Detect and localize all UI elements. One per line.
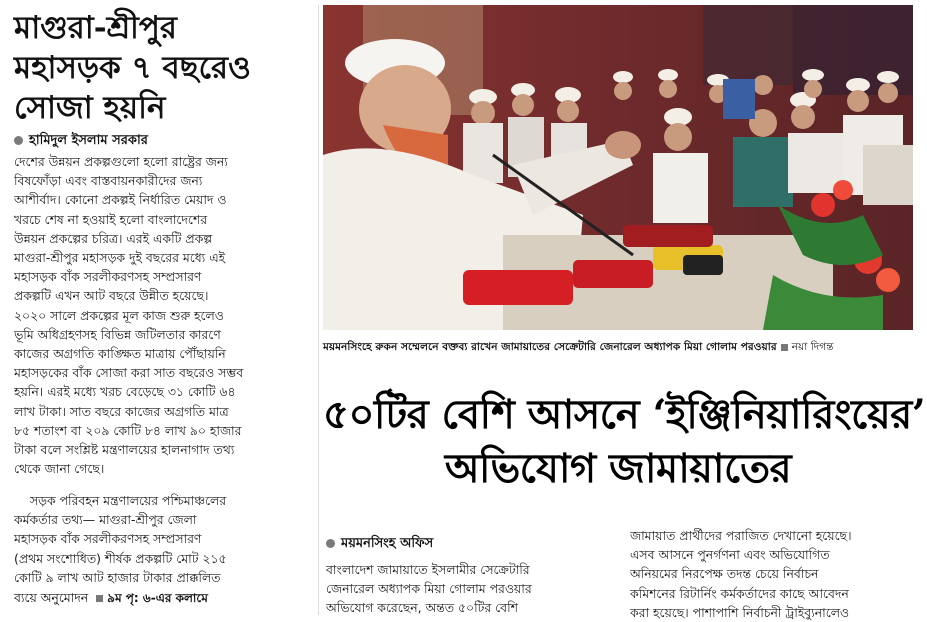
- left-article-body-2: [14, 491, 314, 587]
- news-photo: [323, 5, 913, 330]
- byline-name: হামিদুল ইসলাম সরকার: [29, 133, 148, 148]
- body-line: জেনারেল অধ্যাপক মিয়া গোলাম পরওয়ার: [326, 581, 532, 597]
- headline-line: ৫০টির বেশি আসনে ‘ইঞ্জিনিয়ারিংয়ের’: [323, 391, 926, 438]
- body-line: খরচে শেষ না হওয়াই হলো বাংলাদেশের: [14, 211, 208, 227]
- body-line: লাখ টাকা। সাত বছরে কাজের অগ্রগতি মাত্র: [14, 403, 229, 419]
- body-line: ভূমি অধিগ্রহণসহ বিভিন্ন জটিলতার কারণে: [14, 326, 221, 342]
- body-line: মহাসড়কের বাঁক সোজা করা সাত বছরেও সম্ভব: [14, 365, 244, 381]
- bullet-icon: [326, 539, 335, 548]
- body-line: সড়ক পরিবহন মন্ত্রণালয়ের পশ্চিমাঞ্চলের: [30, 493, 227, 508]
- body-line: প্রকল্পটি এখন আট বছরে উন্নীত হয়েছে।: [14, 288, 209, 304]
- body-line: ৮৫ শতাংশ বা ২০৯ কোটি ৮৪ লাখ ৯০ হাজার: [14, 422, 242, 438]
- headline-line: অভিযোগ জামায়াতের: [444, 445, 792, 492]
- body-line: কমিশনের রিটার্নিং কর্মকর্তাদের কাছে আবেদন: [630, 585, 849, 601]
- body-line: কাজের অগ্রগতি কাঙ্ক্ষিত মাত্রায় পৌঁছায়নি: [14, 346, 226, 362]
- body-line: বিষফোঁড়া এবং বাস্তবায়নকারীদের জন্য: [14, 173, 203, 189]
- headline-line: মাগুরা-শ্রীপুর: [14, 10, 177, 46]
- body-line: দেশের উন্নয়ন প্রকল্পগুলো হলো রাষ্ট্রের জন্য: [14, 154, 228, 169]
- body-line: জামায়াত প্রার্থীদের পরাজিত দেখানো হয়েছে।: [630, 528, 852, 543]
- body-line: থেকে জানা গেছে।: [14, 461, 105, 477]
- body-line: মহাসড়ক বাঁক সরলীকরণসহ সম্প্রসারণ: [14, 531, 202, 547]
- main-article-body-col2: [630, 526, 914, 622]
- body-line: কর্মকর্তার তথ্য— মাগুরা-শ্রীপুর জেলা: [14, 512, 197, 528]
- main-article-headline: [323, 388, 926, 496]
- rally-photo-illustration: [323, 5, 913, 330]
- square-bullet-icon: [781, 344, 788, 351]
- body-line: ব্যয়ে অনুমোদন: [14, 590, 89, 605]
- square-bullet-icon: [96, 595, 103, 602]
- main-article-byline: [326, 534, 433, 555]
- main-article-body-col1: [326, 560, 620, 618]
- body-line: মহাসড়ক বাঁক সরলীকরণসহ সম্প্রসারণ: [14, 269, 202, 285]
- byline-office: ময়মনসিংহ অফিস: [341, 536, 434, 551]
- continued-reference-line: [14, 588, 314, 608]
- body-line: আশীর্বাদ। কোনো প্রকল্পই নির্ধারিত মেয়াদ ও: [14, 192, 227, 208]
- body-line: টাকা বলে সংশ্লিষ্ট মন্ত্রণালয়ের হালনাগাদ তথ্য: [14, 442, 235, 458]
- headline-line: সোজা হয়নি: [14, 90, 166, 126]
- left-article-byline: [14, 131, 148, 152]
- body-line: বাংলাদেশ জামায়াতে ইসলামীর সেক্রেটারি: [326, 562, 530, 577]
- body-line: ২০২০ সালে প্রকল্পের মূল কাজ শুরু হলেও: [14, 307, 224, 323]
- photo-source: নয়া দিগন্ত: [791, 341, 834, 353]
- body-line: (প্রথম সংশোধিত) শীর্ষক প্রকল্পটি মোট ২১৫: [14, 550, 227, 566]
- body-line: করা হয়েছে। পাশাপাশি নির্বাচনী ট্রাইব্যুনালেও: [630, 604, 850, 620]
- body-line: অভিযোগ করেছেন, অন্তত ৫০টির বেশি: [326, 600, 518, 616]
- body-line: কোটি ৯ লাখ আট হাজার টাকার প্রাক্কলিত: [14, 569, 221, 585]
- caption-text: ময়মনসিংহে রুকন সম্মেলনে বক্তব্য রাখেন জামায়াতের সেক্রেটারি জেনারেল অধ্যাপক মিয়া গোলাম পরওয়ার: [323, 341, 777, 353]
- continued-jump[interactable]: ৯ম পৃ: ৬-এর কলামে: [107, 591, 208, 605]
- bullet-icon: [14, 136, 23, 145]
- body-line: অনিয়মের নিরপেক্ষ তদন্ত চেয়ে নির্বাচন: [630, 566, 819, 582]
- body-line: মাগুরা-শ্রীপুর মহাসড়ক দুই বছরের মধ্যে এই: [14, 250, 226, 266]
- headline-line: মহাসড়ক ৭ বছরেও: [14, 50, 251, 86]
- column-divider: [318, 5, 319, 615]
- body-line: উন্নয়ন প্রকল্পের চরিত্র। এরই একটি প্রকল্প: [14, 230, 213, 246]
- left-article-body: [14, 152, 314, 478]
- photo-caption: [323, 340, 913, 357]
- body-line: এসব আসনে পুনর্গণনা এবং অভিযোগিত: [630, 547, 830, 563]
- body-line: হয়নি। এরই মধ্যে খরচ বেড়েছে ৩১ কোটি ৬৪: [14, 384, 236, 400]
- left-article-headline: [14, 8, 314, 128]
